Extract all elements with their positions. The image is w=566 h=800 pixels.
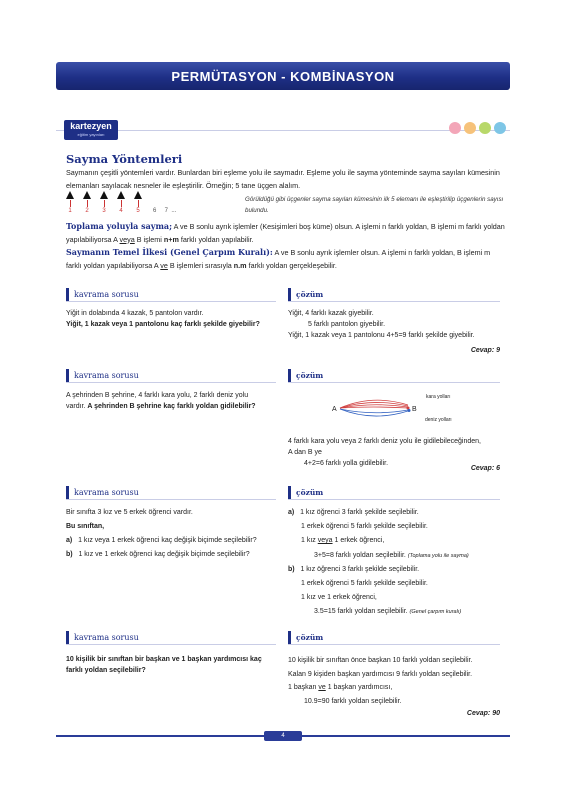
section-title: Sayma Yöntemleri — [66, 152, 183, 166]
count-number: 3 — [102, 208, 106, 214]
chapter-header — [56, 62, 510, 90]
triangle-icon — [117, 191, 125, 199]
answer: Cevap: 6 — [470, 465, 500, 472]
route-diagram — [328, 392, 468, 428]
solution-header: çözüm — [288, 288, 500, 302]
question-text: A şehrinden B şehrine, 4 farklı kara yolu, 2 farklı deniz yolu vardır. A şehrinden B şehrine kaç farklı yoldan gidilebilir? — [66, 392, 256, 410]
triangle-icon — [66, 191, 74, 199]
divider — [56, 130, 510, 131]
diagram-label-b: B — [412, 406, 417, 413]
rule-multiplication: Saymanın Temel İlkesi (Genel Çarpım Kuralı): A ve B sonlu ayrık işlemler olsun. A işlemi n farklı yoldan, B işlemi m farklı yoldan yapılabiliyorsa A ve B işlemleri sırasıyla n.m farklı yoldan gerçekleşebilir. — [66, 247, 491, 270]
solution-text: 10 kişilik bir sınıftan önce başkan 10 farklı yoldan seçilebilir. Kalan 9 kişiden başkan yardımcısı 9 farklı yoldan seçilebilir. 1 başkan ve 1 başkan yardımcısı, 10.9=90 farklı yoldan seçilebilir. — [288, 657, 473, 705]
question-header: kavrama sorusu — [66, 369, 276, 383]
question-header: kavrama sorusu — [66, 486, 276, 500]
question-header: kavrama sorusu — [66, 288, 276, 302]
rule-addition: Toplama yoluyla sayma; A ve B sonlu ayrık işlemler (Kesişimleri boş küme) olsun. A işlemi n farklı yoldan, B işlemi m farklı yoldan yapılabiliyorsa A veya B işlemi n+m farklı yoldan yapılabilir. — [66, 221, 505, 244]
answer: Cevap: 9 — [470, 347, 500, 354]
solution-text: a) 1 kız öğrenci 3 farklı şekilde seçilebilir. 1 erkek öğrenci 5 farklı şekilde seçilebilir. 1 kız veya 1 erkek öğrenci, 3+5=8 farklı yoldan seçilebilir. (Toplama yolu ile sayma) b) 1 kız öğrenci 3 farklı şekilde seçilebilir. 1 erkek öğrenci 5 farklı şekilde seçilebilir. 1 kız ve 1 erkek öğrenci, 3.5=15 farklı yoldan seçilebilir. (Genel çarpım kuralı) — [288, 509, 469, 616]
diagram-label-a: A — [332, 406, 337, 413]
solution-text: Yiğit, 4 farklı kazak giyebilir. 5 farklı pantolon giyebilir. Yiğit, 1 kazak veya 1 pantolonu 4+5=9 farklı şekilde giyebilir. — [288, 310, 475, 339]
count-number: 5 — [136, 208, 140, 214]
count-number: 2 — [85, 208, 89, 214]
count-number: 1 — [68, 208, 72, 214]
decorative-dots — [449, 122, 506, 134]
answer: Cevap: 90 — [466, 710, 500, 717]
triangle-icon — [134, 191, 142, 199]
dot-icon — [464, 122, 476, 134]
dot-icon — [479, 122, 491, 134]
triangle-example — [66, 191, 226, 217]
chapter-title: PERMÜTASYON - KOMBİNASYON — [171, 68, 395, 84]
page-number: 4 — [264, 731, 302, 741]
diagram-label-kara: kara yolları — [426, 394, 451, 400]
arrow-icon — [104, 200, 105, 207]
question-text: Yiğit in dolabında 4 kazak, 5 pantolon vardır. Yiğit, 1 kazak veya 1 pantolonu kaç farklı şekilde giyebilir? — [66, 310, 260, 328]
count-continuation: 6 7 ... — [153, 208, 177, 214]
arrow-icon — [87, 200, 88, 207]
arrow-icon — [70, 200, 71, 207]
solution-header: çözüm — [288, 631, 500, 645]
solution-header: çözüm — [288, 369, 500, 383]
question-header: kavrama sorusu — [66, 631, 276, 645]
dot-icon — [494, 122, 506, 134]
dot-icon — [449, 122, 461, 134]
arrow-icon — [121, 200, 122, 207]
example-note: Görüldüğü gibi üçgenler sayma sayıları kümesinin ilk 5 elemanı ile eşleştirilip üçgenlerin sayısı bulundu. — [245, 196, 504, 214]
solution-text: 4 farklı kara yolu veya 2 farklı deniz yolu ile gidilebileceğinden, A dan B ye 4+2=6 farklı yolla gidilebilir. — [288, 438, 481, 467]
question-text: 10 kişilik bir sınıftan bir başkan ve 1 başkan yardımcısı kaç farklı yoldan seçilebilir? — [66, 656, 262, 674]
solution-header: çözüm — [288, 486, 500, 500]
intro-paragraph: Saymanın çeşitli yöntemleri vardır. Bunlardan biri eşleme yolu ile saymadır. Eşleme yolu ile sayma yönteminde sayma sayıları kümesinin elemanları sayılacak nesneler ile eşleştirilir. Örneğin; 5 tane üçgen alalım. — [66, 168, 500, 190]
diagram-label-deniz: deniz yolları — [425, 417, 452, 423]
arrow-icon — [138, 200, 139, 207]
count-number: 4 — [119, 208, 123, 214]
question-text: Bir sınıfta 3 kız ve 5 erkek öğrenci vardır. Bu sınıftan, a) 1 kız veya 1 erkek öğrenci kaç değişik biçimde seçilebilir? b) 1 kız ve 1 erkek öğrenci kaç değişik biçimde seçilebilir? — [66, 509, 257, 558]
publisher-logo: kartezyen eğitim yayınları — [64, 120, 118, 140]
brand-row — [56, 120, 510, 142]
triangle-icon — [83, 191, 91, 199]
triangle-icon — [100, 191, 108, 199]
